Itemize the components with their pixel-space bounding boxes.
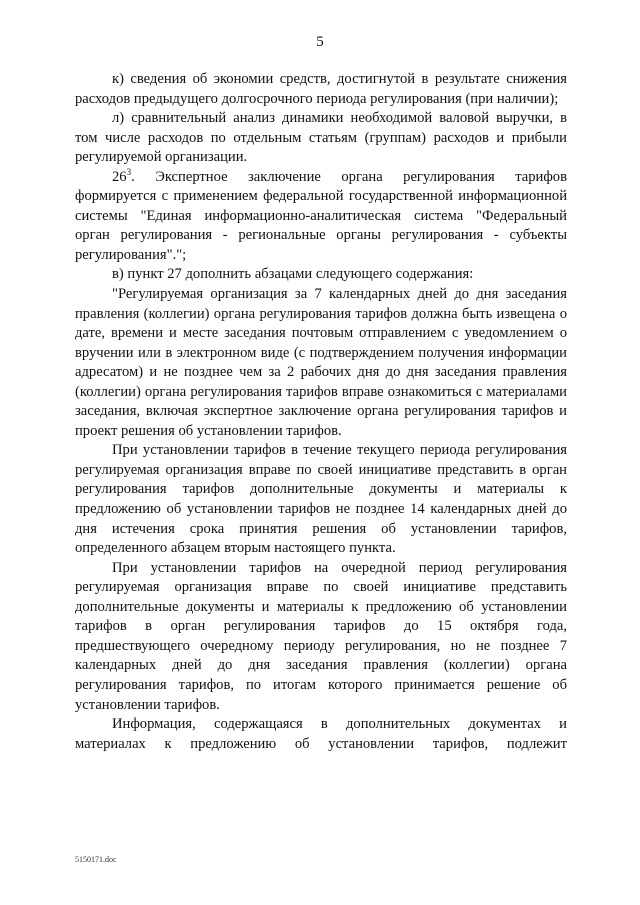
footer-document-code: 5150171.doc <box>75 855 117 864</box>
paragraph-quote-2: При установлении тарифов в течение текущего периода регулирования регулируемая организация вправе по своей инициативе представить в орган регулирования тарифов дополнительные документы и материалы к предложению об установлении тарифов не позднее 14 календарных дней до дня истечения срока принятия решения об установлении тарифов, определенного абзацем вторым настоящего пункта. <box>75 442 567 557</box>
paragraph-item-k: к) сведения об экономии средств, достигнутой в результате снижения расходов предыдущего долгосрочного периода регулирования (при наличии); <box>75 71 567 107</box>
paragraph-26-3-number: 26 <box>112 168 127 185</box>
paragraph-26-3 <box>75 168 567 266</box>
paragraph-26-3-text: . Экспертное заключение органа регулирования тарифов формируется с применением федеральной государственной информационной системы "Единая информационно-аналитическая система "Федеральный орган регулирования - региональные органы регулирования - субъекты регулирования"."; <box>75 168 567 263</box>
paragraph-quote-4: Информация, содержащаяся в дополнительных документах и материалах к предложению об установлении тарифов, подлежит <box>75 716 567 752</box>
page-number: 5 <box>316 34 324 50</box>
paragraph-quote-3: При установлении тарифов на очередной период регулирования регулируемая организация вправе по своей инициативе представить дополнительные документы и материалы к предложению об установлении тарифов в орган регулирования тарифов до 15 октября года, предшествующего очередному периоду регулирования, но не позднее 7 календарных дней до дня заседания правления (коллегии) органа регулирования тарифов, по итогам которого принимается решение об установлении тарифов. <box>75 559 567 713</box>
paragraph-26-3-superscript: 3 <box>126 166 132 177</box>
paragraph-item-l: л) сравнительный анализ динамики необходимой валовой выручки, в том числе расходов по отдельным статьям (группам) расходов и прибыли регулируемой организации. <box>75 110 567 166</box>
paragraph-quote-1: "Регулируемая организация за 7 календарных дней до дня заседания правления (коллегии) органа регулирования тарифов должна быть извещена о дате, времени и месте заседания почтовым отправлением с уведомлением о вручении или в электронном виде (с подтверждением получения информации адресатом) и не позднее чем за 2 рабочих дня до дня заседания правления (коллегии) органа регулирования тарифов вправе ознакомиться с материалами заседания, включая экспертное заключение органа регулирования тарифов и проект решения об установлении тарифов. <box>75 286 567 439</box>
document-body <box>75 70 567 754</box>
paragraph-item-v: в) пункт 27 дополнить абзацами следующего содержания: <box>112 266 474 283</box>
